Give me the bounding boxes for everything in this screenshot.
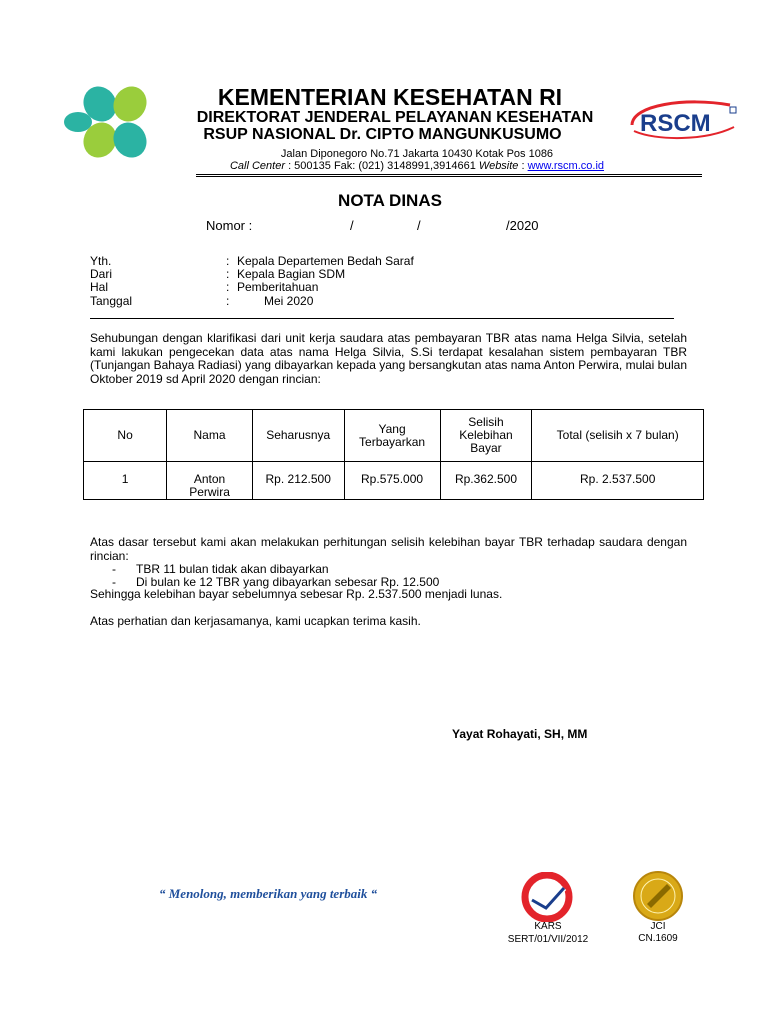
table-cell: Rp. 212.500 bbox=[252, 462, 344, 500]
meta-value-tanggal: Mei 2020 bbox=[264, 294, 314, 308]
intro-paragraph: Sehubungan dengan klarifikasi dari unit kerja saudara atas pembayaran TBR atas nama Helga Silvia, setelah kami lakukan pengecekan data atas nama Helga Silvia, S.Si terdapat kesalahan sistem pembayaran TBR (Tunjangan Bahaya Radiasi) yang dibayarkan kepada yang bersangkutan atas nama Anton Perwira, mulai bulan Oktober 2019 sd April 2020 dengan rincian: bbox=[90, 331, 687, 386]
cert-name-kars: KARS bbox=[534, 921, 562, 932]
website-link[interactable]: www.rscm.co.id bbox=[527, 160, 605, 172]
bullet-marker: - bbox=[112, 575, 116, 589]
bullet-item: Di bulan ke 12 TBR yang dibayarkan sebesar Rp. 12.500 bbox=[136, 575, 440, 589]
website-sep: : bbox=[518, 160, 528, 172]
table-header-cell: Nama bbox=[167, 410, 253, 462]
meta-label-yth: Yth. bbox=[90, 254, 112, 268]
bullet-marker: - bbox=[112, 562, 116, 576]
meta-label-hal: Hal bbox=[90, 280, 109, 294]
bullet-item: TBR 11 bulan tidak akan dibayarkan bbox=[136, 562, 329, 576]
header-divider bbox=[196, 174, 702, 175]
number-sep-1: / bbox=[350, 218, 354, 233]
calc-paragraph: Atas dasar tersebut kami akan melakukan perhitungan selisih kelebihan bayar TBR terhadap saudara dengan rincian: bbox=[90, 535, 687, 563]
meta-value-hal: Pemberitahuan bbox=[237, 280, 319, 294]
contact-line bbox=[0, 160, 768, 172]
address-line: Jalan Diponegoro No.71 Jakarta 10430 Kotak Pos 1086 bbox=[280, 148, 554, 160]
meta-value-dari: Kepala Bagian SDM bbox=[237, 267, 346, 281]
number-label: Nomor : bbox=[206, 218, 253, 233]
closing-line: Atas perhatian dan kerjasamanya, kami ucapkan terima kasih. bbox=[90, 614, 421, 628]
number-year: /2020 bbox=[506, 218, 539, 233]
call-center-value: : 500135 Fak: (021) 3148991,3914661 bbox=[285, 160, 479, 172]
table-header-cell: Selisih Kelebihan Bayar bbox=[440, 410, 532, 462]
cert-name-jci: JCI bbox=[650, 921, 666, 932]
ministry-name: KEMENTERIAN KESEHATAN RI bbox=[217, 84, 563, 110]
table-cell: 1 bbox=[84, 462, 167, 500]
call-center-label: Call Center bbox=[229, 160, 286, 172]
settlement-line: Sehingga kelebihan bayar sebelumnya sebesar Rp. 2.537.500 menjadi lunas. bbox=[90, 587, 503, 601]
table-row bbox=[84, 462, 704, 500]
meta-colon: : bbox=[226, 254, 230, 268]
cert-code-kars: SERT/01/VII/2012 bbox=[507, 934, 589, 945]
table-cell: Rp.575.000 bbox=[344, 462, 440, 500]
signer-name: Yayat Rohayati, SH, MM bbox=[452, 727, 588, 741]
table-header-cell: Total (selisih x 7 bulan) bbox=[532, 410, 704, 462]
table-header-cell: Yang Terbayarkan bbox=[344, 410, 440, 462]
rscm-logo-icon bbox=[626, 95, 742, 143]
meta-colon: : bbox=[226, 294, 230, 308]
cert-code-jci: CN.1609 bbox=[638, 933, 678, 944]
table-header-cell: No bbox=[84, 410, 167, 462]
table-header-row bbox=[84, 410, 704, 462]
table-header-cell: Seharusnya bbox=[252, 410, 344, 462]
meta-label-tanggal: Tanggal bbox=[90, 294, 133, 308]
meta-divider bbox=[90, 318, 674, 319]
meta-label-dari: Dari bbox=[90, 267, 113, 281]
meta-colon: : bbox=[226, 267, 230, 281]
detail-table bbox=[83, 409, 704, 500]
number-sep-2: / bbox=[417, 218, 421, 233]
kars-logo-icon bbox=[512, 872, 582, 922]
jci-seal-icon bbox=[625, 870, 691, 922]
table-cell: Rp. 2.537.500 bbox=[532, 462, 704, 500]
table-cell: Rp.362.500 bbox=[440, 462, 532, 500]
website-label: Website bbox=[478, 160, 519, 172]
hospital-name: RSUP NASIONAL Dr. CIPTO MANGUNKUSUMO bbox=[203, 126, 562, 143]
rscm-logo-text: RSCM bbox=[640, 110, 711, 137]
meta-colon: : bbox=[226, 280, 230, 294]
motto: “ Menolong, memberikan yang terbaik “ bbox=[159, 886, 378, 901]
directorate-name: DIREKTORAT JENDERAL PELAYANAN KESEHATAN bbox=[196, 109, 594, 126]
header-divider-2 bbox=[196, 176, 702, 177]
meta-value-yth: Kepala Departemen Bedah Saraf bbox=[237, 254, 414, 268]
table-cell: Anton Perwira bbox=[167, 462, 253, 500]
document-title: NOTA DINAS bbox=[338, 191, 442, 210]
